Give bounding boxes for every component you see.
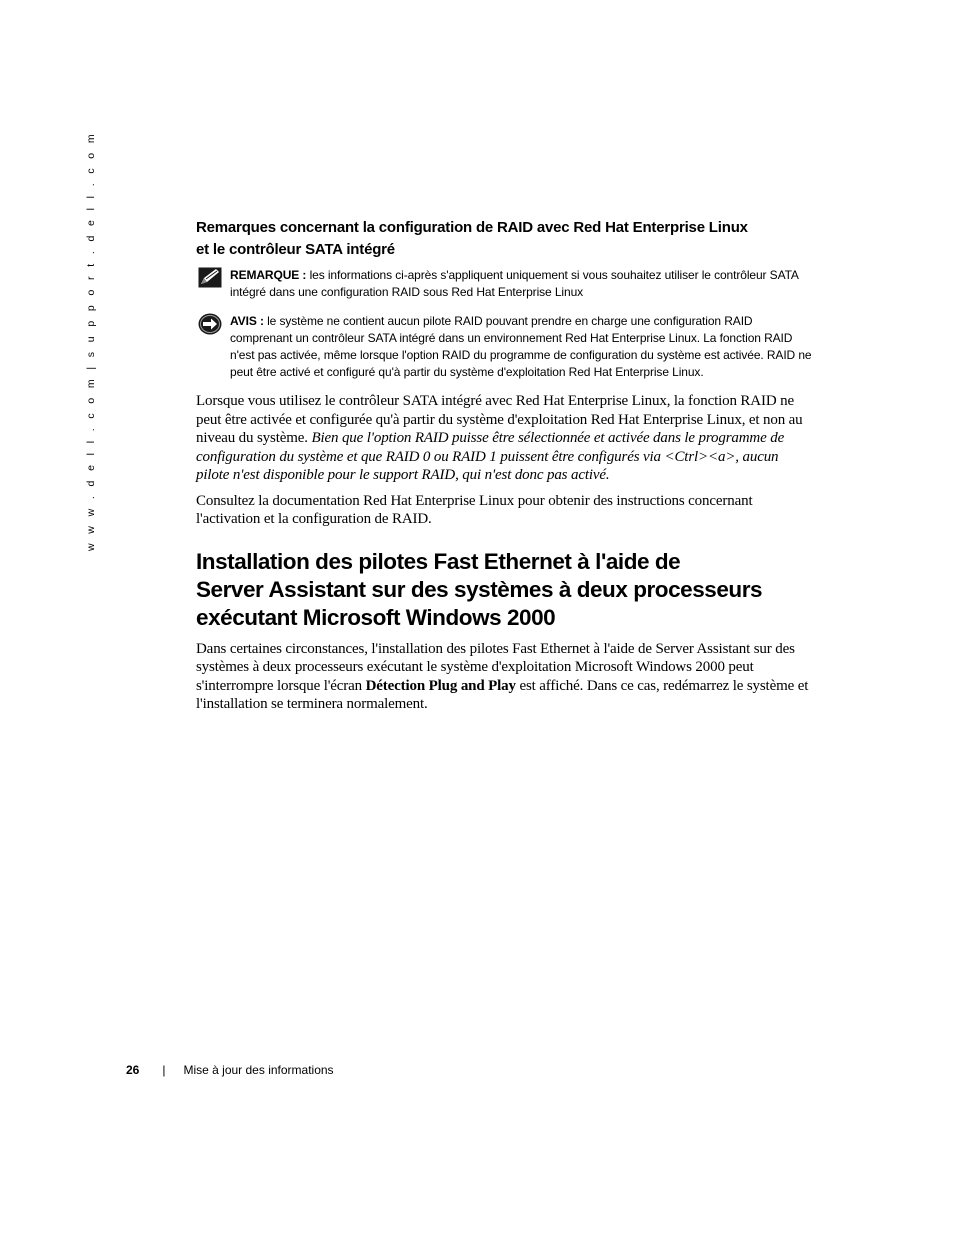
page-footer — [126, 1062, 334, 1078]
section-title — [196, 217, 814, 261]
footer-separator: | — [162, 1063, 166, 1077]
paragraph-ethernet-text-1: Dans certaines circonstances, l'installation des pilotes Fast Ethernet à l'aide de Server Assistant sur des systèmes à deux processeurs exécutant le système d'exploitation Microsoft Windows 2000 peut s'interrompre lorsque l'écran — [196, 640, 795, 694]
remark-text: les informations ci-après s'appliquent uniquement si vous souhaitez utiliser le contrôleur SATA intégré dans une configuration RAID sous Red Hat Enterprise Linux — [230, 268, 799, 299]
pencil-note-icon — [198, 267, 222, 293]
side-url-text: w w w . d e l l . c o m | s u p p o r t . d e l l . c o m — [85, 130, 98, 552]
paragraph-raid-info-italic: Bien que l'option RAID puisse être sélectionnée et activée dans le programme de configuration du système et que RAID 0 ou RAID 1 puissent être configurés via <Ctrl><a>, aucun pilote n'est disponible pour le support RAID, qui n'est donc pas activé. — [196, 430, 785, 483]
page-number: 26 — [126, 1063, 140, 1077]
section-title-line-2: et le contrôleur SATA intégré — [196, 241, 395, 258]
paragraph-ethernet-text-2: est affiché. Dans ce cas, redémarrez le système et l'installation se terminera normalement. — [196, 677, 809, 712]
notice-label: AVIS : — [230, 314, 264, 328]
paragraph-ethernet — [196, 640, 814, 714]
main-heading-line-3: exécutant Microsoft Windows 2000 — [196, 604, 556, 630]
remark-label: REMARQUE : — [230, 268, 307, 282]
footer-chapter-title: Mise à jour des informations — [183, 1063, 334, 1077]
paragraph-raid-info-text: Lorsque vous utilisez le contrôleur SATA intégré avec Red Hat Enterprise Linux, la fonction RAID ne peut être activée et configurée qu'à partir du système d'exploitation Red Hat Enterprise Linux, et non au niveau du système. — [196, 393, 803, 446]
section-title-line-1: Remarques concernant la configuration de RAID avec Red Hat Enterprise Linux — [196, 219, 748, 236]
paragraph-raid-info — [196, 392, 814, 485]
main-heading-line-1: Installation des pilotes Fast Ethernet à l'aide de — [196, 548, 681, 574]
paragraph-raid-docs: Consultez la documentation Red Hat Enterprise Linux pour obtenir des instructions concernant l'activation et la configuration de RAID. — [196, 492, 753, 527]
side-url-banner — [84, 130, 98, 552]
notice-note — [196, 313, 814, 381]
notice-arrow-icon — [198, 313, 222, 340]
main-heading-line-2: Server Assistant sur des systèmes à deux processeurs — [196, 576, 763, 602]
page-content — [196, 217, 814, 721]
paragraph-ethernet-bold: Détection Plug and Play — [365, 677, 516, 694]
notice-text: le système ne contient aucun pilote RAID pouvant prendre en charge une configuration RAID comprenant un contrôleur SATA intégré dans un environnement Red Hat Enterprise Linux. La fonction RAID n'est pas activée, même lorsque l'option RAID du programme de configuration du système est activée. RAID ne peut être activé et configuré qu'à partir du système d'exploitation Red Hat Enterprise Linux. — [230, 314, 812, 379]
remark-note — [196, 267, 814, 301]
main-heading — [196, 548, 814, 632]
